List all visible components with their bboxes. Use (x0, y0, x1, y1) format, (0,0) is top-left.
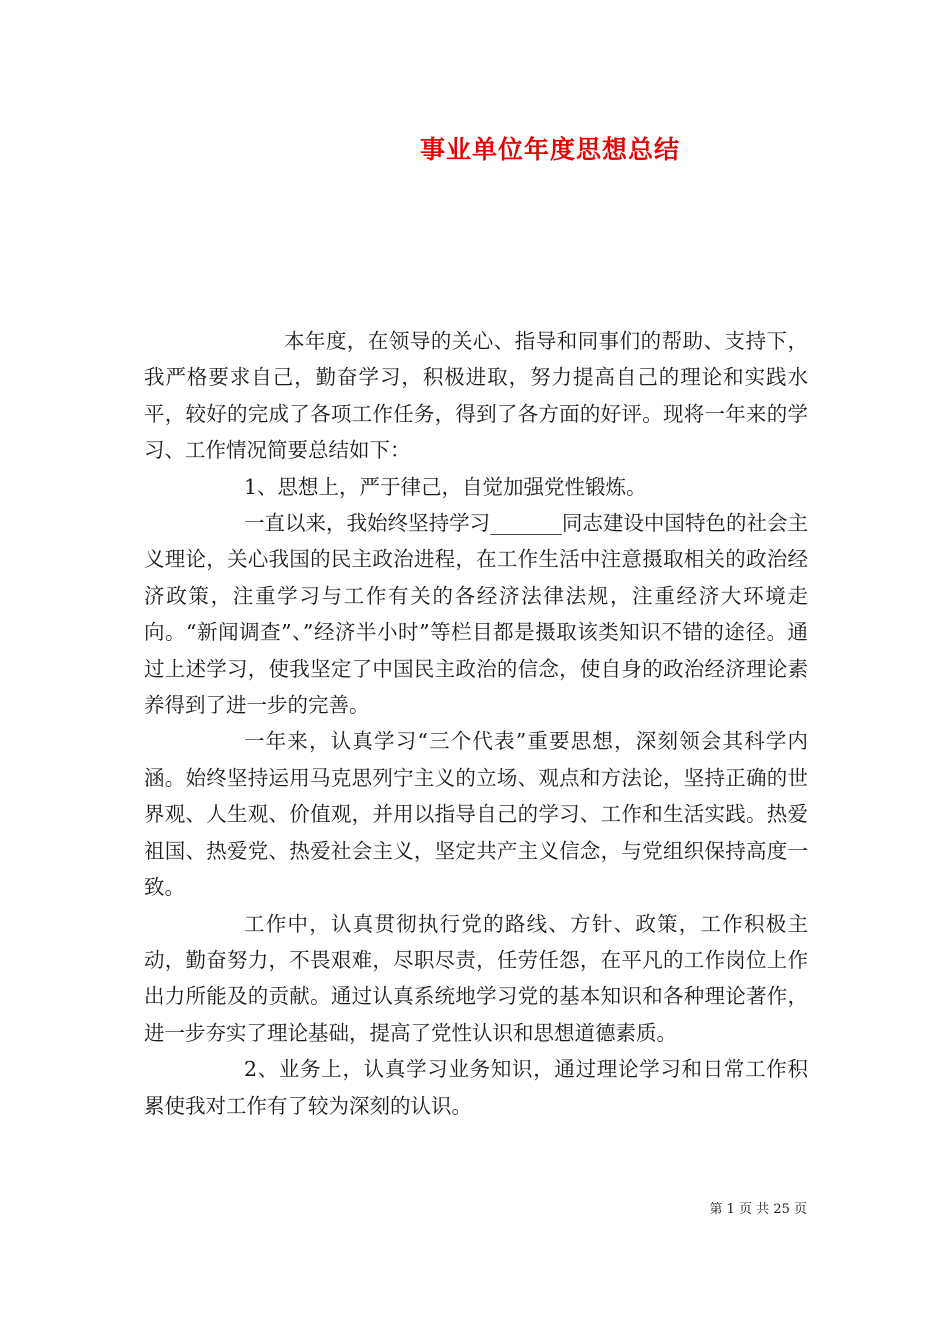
paragraph-study: 一直以来，我始终坚持学习_______同志建设中国特色的社会主义理论，关心我国的民主政治进程，在工作生活中注意摄取相关的政治经济政策，注重学习与工作有关的各经济法律法规，注重经济大环境走向。“新闻调查”、”经济半小时”等栏目都是摄取该类知识不错的途径。通过上述学习，使我坚定了中国民主政治的信念，使自身的政治经济理论素养得到了进一步的完善。 (144, 511, 808, 718)
page-number: 第 1 页 共 25 页 (709, 1202, 807, 1217)
paragraph-heading-1: 1、思想上，严于律己，自觉加强党性锻炼。 (244, 474, 647, 499)
document-title: 事业单位年度思想总结 (419, 135, 680, 164)
paragraph-intro: 本年度，在领导的关心、指导和同事们的帮助、支持下，我严格要求自己，勤奋学习，积极进取，努力提高自己的理论和实践水平，较好的完成了各项工作任务，得到了各方面的好评。现将一年来的学习、工作情况简要总结如下： (144, 329, 808, 463)
paragraph-heading-2: 2、业务上，认真学习业务知识，通过理论学习和日常工作积累使我对工作有了较为深刻的认识。 (144, 1057, 808, 1118)
paragraph-work: 工作中，认真贯彻执行党的路线、方针、政策，工作积极主动，勤奋努力，不畏艰难，尽职尽责，任劳任怨，在平凡的工作岗位上作出力所能及的贡献。通过认真系统地学习党的基本知识和各种理论著作，进一步夯实了理论基础，提高了党性认识和思想道德素质。 (144, 911, 808, 1045)
document-body (144, 323, 808, 1124)
paragraph-three-represents: 一年来，认真学习“三个代表”重要思想，深刻领会其科学内涵。始终坚持运用马克思列宁主义的立场、观点和方法论，坚持正确的世界观、人生观、价值观，并用以指导自己的学习、工作和生活实践。热爱祖国、热爱党、热爱社会主义，坚定共产主义信念，与党组织保持高度一致。 (144, 729, 808, 900)
